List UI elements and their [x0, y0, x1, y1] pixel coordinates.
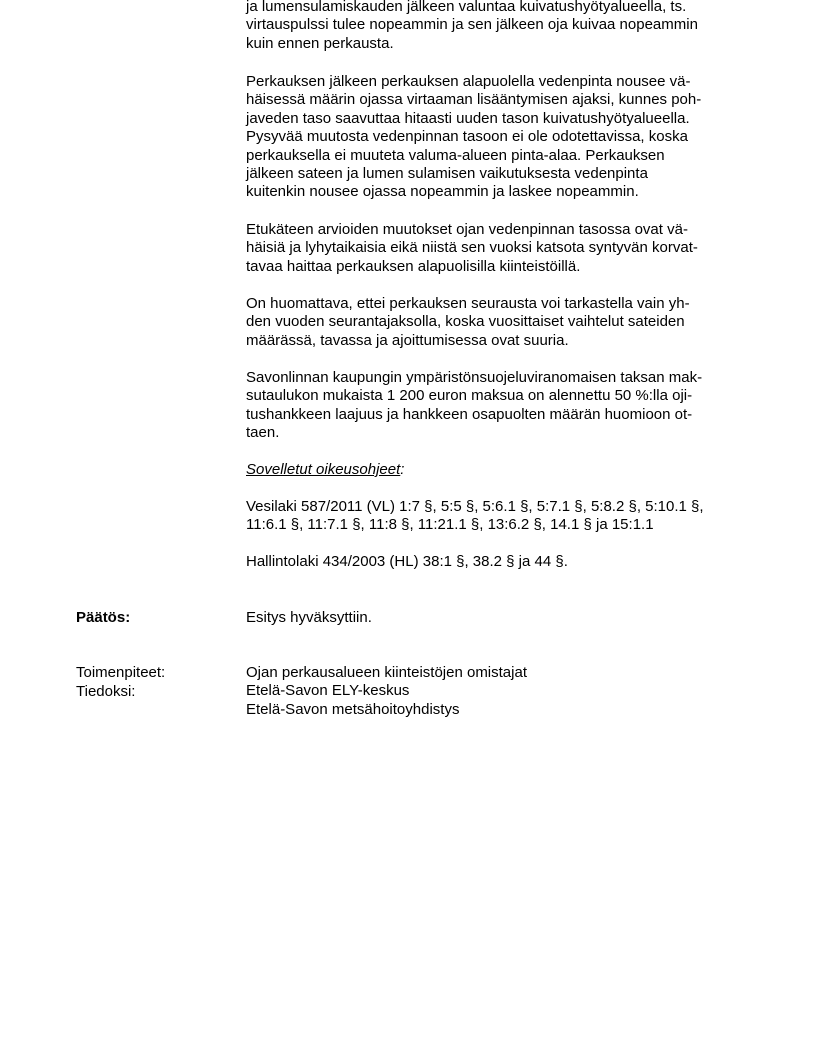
notify-recipient: Etelä-Savon ELY-keskus [246, 682, 410, 700]
text-line: sutaulukon mukaista 1 200 euron maksua on alennettu 50 %:lla oji- [246, 387, 693, 405]
text-line: 11:6.1 §, 11:7.1 §, 11:8 §, 11:21.1 §, 13:6.2 §, 14.1 § ja 15:1.1 [246, 516, 654, 534]
text-line: taen. [246, 424, 280, 442]
text-line: määrässä, tavassa ja ajoittumisessa ovat suuria. [246, 331, 569, 349]
decision-text [246, 609, 746, 627]
recipients-list [246, 664, 746, 719]
legal-heading-colon: : [400, 461, 405, 478]
text-line: Pysyvää muutosta vedenpinnan tasoon ei ole odotettavissa, koska [246, 128, 688, 146]
decision-label: Päätös: [76, 609, 131, 626]
text-line: Esitys hyväksyttiin. [246, 609, 372, 626]
text-line: tushankkeen laajuus ja hankkeen osapuolten määrän huomioon ot- [246, 405, 693, 423]
text-line: den vuoden seurantajaksolla, koska vuosittaiset vaihtelut sateiden [246, 313, 685, 331]
text-line: Savonlinnan kaupungin ympäristönsuojeluviranomaisen taksan mak- [246, 369, 703, 386]
fee-paragraph [246, 369, 746, 443]
text-line: Vesilaki 587/2011 (VL) 1:7 §, 5:5 §, 5:6.1 §, 5:7.1 §, 5:8.2 §, 5:10.1 §, [246, 498, 704, 515]
text-line: häisiä ja lyhytaikaisia eikä niistä sen vuoksi katsota syntyvän korvat- [246, 239, 698, 257]
water-act-references [246, 498, 746, 535]
water-level-paragraph [246, 73, 746, 202]
actions-text: Ojan perkausalueen kiinteistöjen omistajat [246, 664, 527, 681]
text-line: javeden taso saavuttaa hitaasti uuden tason kuivatushyötyalueella. [246, 109, 690, 127]
followup-paragraph [246, 295, 746, 350]
notify-recipient: Etelä-Savon metsähoitoyhdistys [246, 700, 460, 718]
estimate-paragraph [246, 221, 746, 276]
text-line: kuitenkin nousee ojassa nopeammin ja laskee nopeammin. [246, 183, 639, 201]
notify-label: Tiedoksi: [76, 683, 136, 700]
text-line: häisessä määrin ojassa virtaaman lisääntymisen ajaksi, kunnes poh- [246, 91, 702, 109]
text-line: perkauksella ei muuteta valuma-alueen pinta-alaa. Perkauksen [246, 146, 665, 164]
text-line: kuin ennen perkausta. [246, 34, 394, 52]
text-line: virtauspulssi tulee nopeammin ja sen jälkeen oja kuivaa nopeammin [246, 16, 698, 34]
text-line: Etukäteen arvioiden muutokset ojan vedenpinnan tasossa ovat vä- [246, 221, 688, 238]
text-line: jälkeen sateen ja lumen sulamisen vaikutuksesta vedenpinta [246, 165, 648, 183]
actions-label: Toimenpiteet: [76, 664, 166, 681]
legal-section-heading [246, 461, 746, 479]
legal-heading-text: Sovelletut oikeusohjeet [246, 461, 401, 478]
text-line: On huomattava, ettei perkauksen seurausta voi tarkastella vain yh- [246, 295, 690, 312]
text-line: Hallintolaki 434/2003 (HL) 38:1 §, 38.2 § ja 44 §. [246, 553, 568, 570]
intro-paragraph [246, 0, 746, 53]
admin-act-reference [246, 553, 746, 571]
text-line: ja lumensulamiskauden jälkeen valuntaa kuivatushyötyalueella, ts. [246, 0, 687, 15]
text-line: Perkauksen jälkeen perkauksen alapuolella vedenpinta nousee vä- [246, 73, 691, 90]
text-line: tavaa haittaa perkauksen alapuolisilla kiinteistöillä. [246, 257, 581, 275]
